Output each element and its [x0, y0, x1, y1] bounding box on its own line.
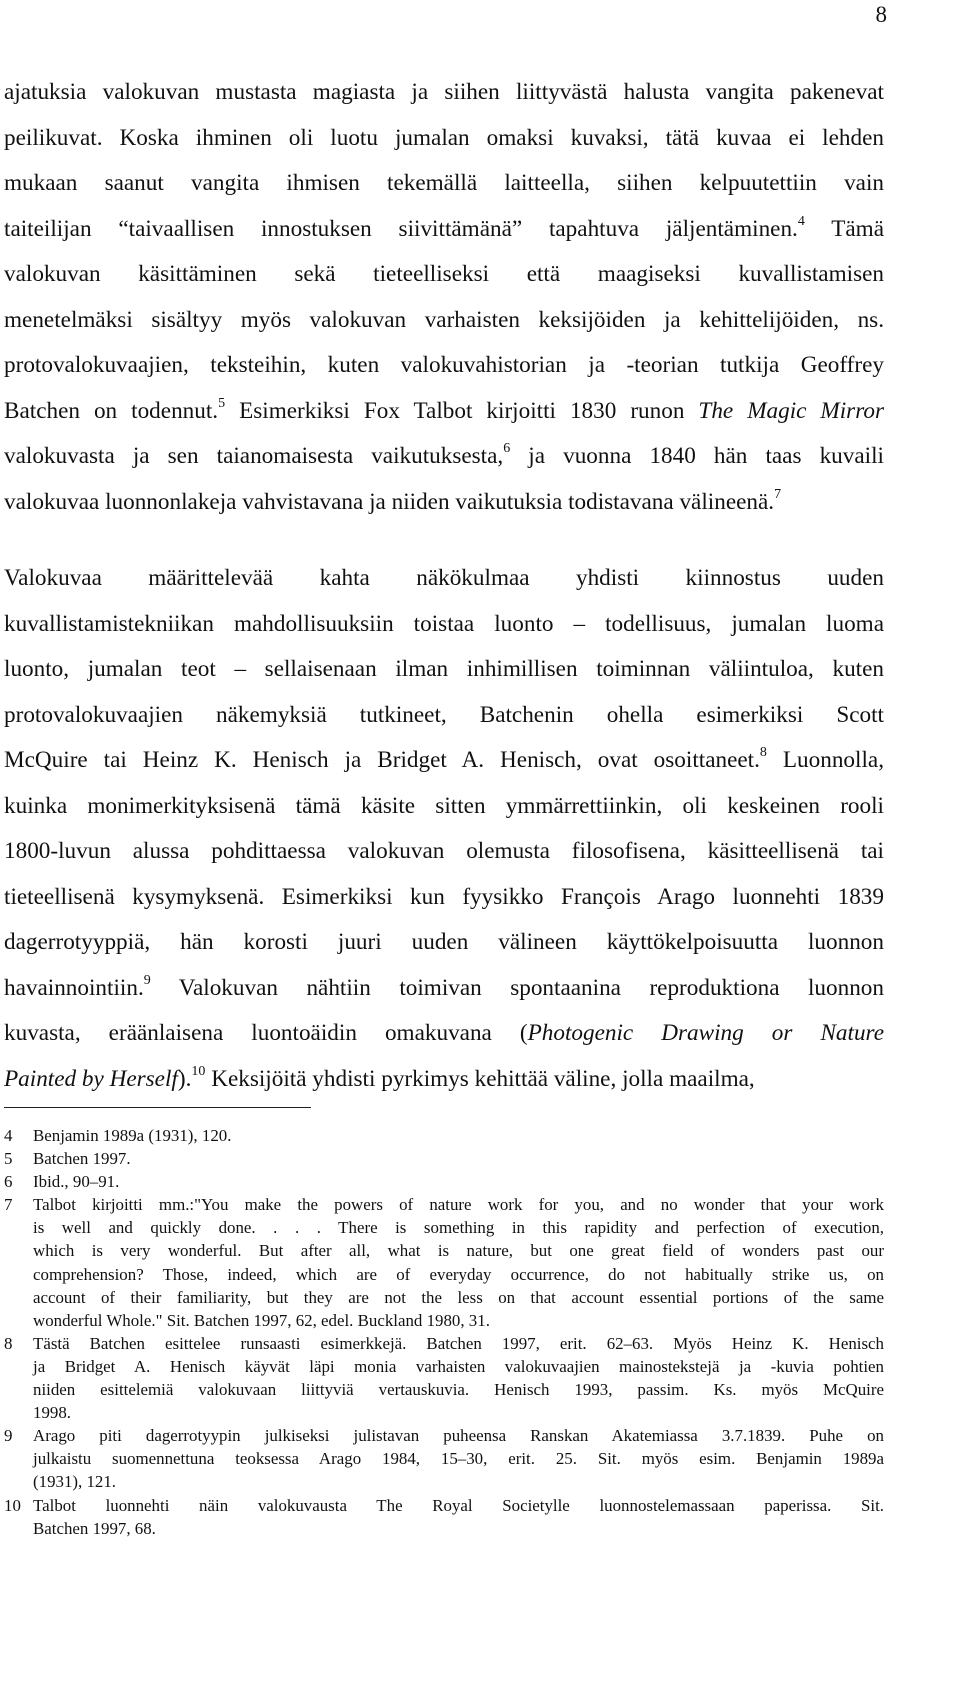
- footnote-line: comprehension? Those, indeed, which are of everyday occurrence, do not habitually strike us, on: [33, 1264, 884, 1284]
- footnote-item: [4, 1170, 884, 1193]
- footnote-number: 9: [4, 1426, 13, 1446]
- paragraph-line: [4, 207, 884, 253]
- footnote-line: Talbot kirjoitti mm.:"You make the powers of nature work for you, and no wonder that your work: [33, 1195, 884, 1215]
- paragraph-line: [4, 556, 884, 602]
- paragraph-line: [4, 647, 884, 693]
- text-run: peilikuvat. Koska ihminen oli luotu jumalan omaksi kuvaksi, tätä kuvaa ei lehden: [4, 124, 884, 151]
- paragraph-line: [4, 966, 884, 1012]
- footnote-text: [33, 1494, 884, 1540]
- footnote-line: Batchen 1997, 68.: [33, 1518, 156, 1538]
- text-run: menetelmäksi sisältyy myös valokuvan varhaisten keksijöiden ja kehittelijöiden, ns.: [4, 306, 884, 333]
- footnote-item: [4, 1124, 884, 1147]
- paragraph-line: [4, 829, 884, 875]
- footnote-text: [33, 1193, 884, 1332]
- page-number: 8: [875, 2, 887, 27]
- footnote-line: is well and quickly done. . . . There is something in this rapidity and perfection of execution,: [33, 1218, 884, 1238]
- text-run: valokuvaa luonnonlakeja vahvistavana ja niiden vaikutuksia todistavana välineenä.: [4, 488, 775, 515]
- footnote-item: [4, 1424, 884, 1493]
- footnote-item: [4, 1193, 884, 1332]
- paragraph-line: [4, 116, 884, 162]
- text-run: kuvallistamistekniikan mahdollisuuksiin toistaa luonto – todellisuus, jumalan luoma: [4, 610, 884, 637]
- footnote-number: 7: [4, 1195, 13, 1215]
- text-run: McQuire tai Heinz K. Henisch ja Bridget A. Henisch, ovat osoittaneet.: [4, 747, 760, 773]
- paragraph-line: [4, 602, 884, 648]
- footnote-number: 8: [4, 1333, 13, 1353]
- paragraph-line: [4, 434, 884, 480]
- text-run: Esimerkiksi Fox Talbot kirjoitti 1830 runon: [225, 397, 699, 424]
- paragraph-line: [4, 920, 884, 966]
- text-run: ja vuonna 1840 hän taas kuvaili: [510, 443, 884, 469]
- text-run: protovalokuvaajien, teksteihin, kuten valokuvahistorian ja -teorian tutkija Geoffrey: [4, 352, 884, 378]
- body-paragraph-2: [4, 556, 884, 1102]
- body-paragraph-1: [4, 70, 884, 525]
- footnote-line: julkaistu suomennettuna teoksessa Arago 1984, 15–30, erit. 25. Sit. myös esim. Benjamin 1989a: [33, 1449, 884, 1469]
- footnote-ref: 9: [143, 972, 151, 988]
- footnote-item: [4, 1332, 884, 1424]
- text-run: Valokuvaa määrittelevää kahta näkökulmaa yhdisti kiinnostus uuden: [4, 565, 884, 591]
- paragraph-line: [4, 784, 884, 830]
- text-run: havainnointiin.: [4, 974, 144, 1001]
- footnote-number: 6: [4, 1172, 13, 1192]
- footnote-number: 10: [4, 1495, 21, 1515]
- text-run: Batchen on todennut.: [4, 397, 219, 424]
- italic-title: Painted by Herself: [4, 1065, 178, 1092]
- paragraph-line: [4, 480, 884, 526]
- footnote-ref: 10: [191, 1063, 206, 1079]
- text-run: mukaan saanut vangita ihmisen tekemällä laitteella, siihen kelpuutettiin vain: [4, 170, 884, 196]
- text-run: kuvasta, eräänlaisena luontoäidin omakuvana (: [4, 1020, 528, 1046]
- italic-title: Photogenic Drawing or Nature: [527, 1020, 884, 1046]
- footnote-text: [33, 1424, 884, 1493]
- paragraph-line: [4, 252, 884, 298]
- text-run: Luonnolla,: [766, 747, 884, 773]
- footnote-number: 4: [4, 1126, 13, 1145]
- footnote-item: [4, 1147, 884, 1170]
- footnote-separator: [4, 1107, 311, 1108]
- text-run: Keksijöitä yhdisti pyrkimys kehittää väline, jolla maailma,: [205, 1065, 755, 1092]
- text-run: ).: [177, 1065, 192, 1092]
- footnote-line: account of their familiarity, but they are not the less on that account essential portions of the same: [33, 1287, 884, 1307]
- text-run: taiteilijan “taivaallisen innostuksen siivittämänä” tapahtuva jäljentäminen.: [4, 215, 798, 242]
- footnote-line: Batchen 1997.: [33, 1149, 131, 1169]
- paragraph-line: [4, 1057, 884, 1103]
- text-run: Valokuvan nähtiin toimivan spontaanina reproduktiona luonnon: [150, 974, 884, 1001]
- paragraph-line: [4, 161, 884, 207]
- footnote-ref: 7: [774, 486, 782, 502]
- footnote-ref: 5: [218, 395, 226, 411]
- italic-title: The Magic Mirror: [698, 397, 884, 424]
- text-run: tieteellisenä kysymyksenä. Esimerkiksi kun fyysikko François Arago luonnehti 1839: [4, 883, 884, 910]
- text-run: 1800-luvun alussa pohdittaessa valokuvan olemusta filosofisena, käsitteellisenä tai: [4, 838, 884, 864]
- footnote-ref: 6: [503, 441, 511, 456]
- text-run: ajatuksia valokuvan mustasta magiasta ja siihen liittyvästä halusta vangita pakenevat: [4, 79, 884, 105]
- footnote-line: niiden esittelemiä valokuvaan liittyviä vertauskuvia. Henisch 1993, passim. Ks. myös McQuire: [33, 1380, 884, 1400]
- footnote-line: ja Bridget A. Henisch käyvät läpi monia varhaisten valokuvaajien mainostekstejä ja -kuvia pohtien: [33, 1356, 884, 1376]
- paragraph-line: [4, 875, 884, 921]
- footnote-line: Talbot luonnehti näin valokuvausta The Royal Societylle luonnostelemassaan paperissa. Sit.: [33, 1495, 884, 1515]
- text-run: kuinka monimerkityksisenä tämä käsite sitten ymmärrettiinkin, oli keskeinen rooli: [4, 792, 884, 819]
- text-run: luonto, jumalan teot – sellaisenaan ilman inhimillisen toiminnan väliintuloa, kuten: [4, 656, 884, 682]
- footnote-line: which is very wonderful. But after all, what is nature, but one great field of wonders past our: [33, 1241, 884, 1261]
- footnote-text: [33, 1147, 884, 1170]
- footnote-line: Tästä Batchen esittelee runsaasti esimerkkejä. Batchen 1997, erit. 62–63. Myös Heinz K. Henisch: [33, 1333, 884, 1353]
- footnote-text: [33, 1332, 884, 1424]
- text-run: valokuvan käsittäminen sekä tieteelliseksi että maagiseksi kuvallistamisen: [4, 261, 884, 287]
- footnote-line: 1998.: [33, 1403, 72, 1423]
- footnote-line: Arago piti dagerrotyypin julkiseksi julistavan puheensa Ranskan Akatemiassa 3.7.1839. Puhe on: [33, 1426, 884, 1446]
- paragraph-line: [4, 389, 884, 435]
- footnote-text: [33, 1170, 884, 1193]
- text-run: dagerrotyyppiä, hän korosti juuri uuden välineen käyttökelpoisuutta luonnon: [4, 929, 884, 955]
- footnotes-list: [4, 1124, 884, 1540]
- paragraph-line: [4, 693, 884, 739]
- footnote-line: Ibid., 90–91.: [33, 1172, 120, 1192]
- footnote-line: (1931), 121.: [33, 1472, 117, 1492]
- footnote-number: 5: [4, 1149, 13, 1169]
- paragraph-line: [4, 1011, 884, 1057]
- text-run: Tämä: [804, 215, 884, 242]
- footnote-line: wonderful Whole." Sit. Batchen 1997, 62, edel. Buckland 1980, 31.: [33, 1310, 490, 1330]
- footnote-text: [33, 1124, 884, 1147]
- paragraph-line: [4, 738, 884, 784]
- text-run: protovalokuvaajien näkemyksiä tutkineet, Batchenin ohella esimerkiksi Scott: [4, 701, 884, 728]
- paragraph-line: [4, 70, 884, 116]
- footnote-ref: 8: [759, 745, 767, 760]
- footnote-item: [4, 1494, 884, 1540]
- paragraph-line: [4, 298, 884, 344]
- text-run: valokuvasta ja sen taianomaisesta vaikutuksesta,: [4, 443, 504, 469]
- footnote-line: Benjamin 1989a (1931), 120.: [33, 1126, 232, 1145]
- footnote-ref: 4: [797, 213, 805, 229]
- paragraph-line: [4, 343, 884, 389]
